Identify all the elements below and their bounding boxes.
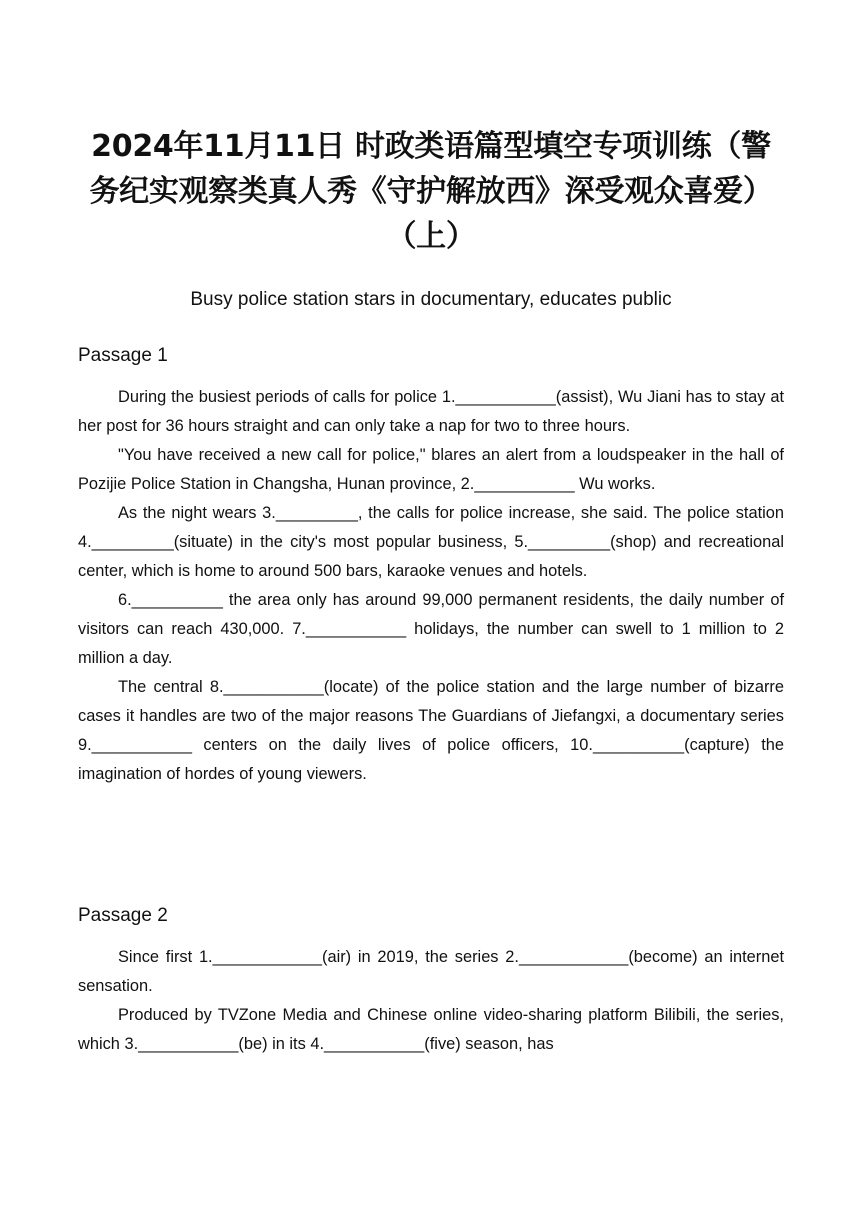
paragraph: "You have received a new call for police," blares an alert from a loudspeaker in the hall of Pozijie Police Station in Changsha, Hunan province, 2.___________ Wu works. bbox=[78, 446, 784, 493]
document-title: 2024年11月11日 时政类语篇型填空专项训练（警务纪实观察类真人秀《守护解放西》深受观众喜爱）（上） bbox=[89, 129, 773, 254]
passage-1 bbox=[78, 343, 784, 789]
document-subtitle: Busy police station stars in documentary, educates public bbox=[190, 289, 672, 310]
passage-2 bbox=[78, 903, 784, 1059]
paragraph: The central 8.___________(locate) of the police station and the large number of bizarre cases it handles are two of the major reasons The Guardians of Jiefangxi, a documentary series 9.___________ centers on the daily lives of police officers, 10.__________(capture) the imagination of hordes of young viewers. bbox=[78, 678, 784, 783]
paragraph: As the night wears 3._________, the calls for police increase, she said. The police station 4._________(situate) in the city's most popular business, 5._________(shop) and recreational center, which is home to around 500 bars, karaoke venues and hotels. bbox=[78, 504, 784, 580]
section-spacer bbox=[78, 789, 784, 873]
paragraph: 6.__________ the area only has around 99,000 permanent residents, the daily number of visitors can reach 430,000. 7.___________ holidays, the number can swell to 1 million to 2 million a day. bbox=[78, 591, 784, 667]
passage-heading: Passage 2 bbox=[78, 905, 168, 926]
paragraph: Since first 1.____________(air) in 2019, the series 2.____________(become) an internet sensation. bbox=[78, 948, 784, 995]
paragraph: During the busiest periods of calls for police 1.___________(assist), Wu Jiani has to stay at her post for 36 hours straight and can only take a nap for two to three hours. bbox=[78, 388, 784, 435]
passage-heading: Passage 1 bbox=[78, 345, 168, 366]
paragraph: Produced by TVZone Media and Chinese online video-sharing platform Bilibili, the series, which 3.___________(be) in its 4.___________(five) season, has bbox=[78, 1006, 784, 1053]
